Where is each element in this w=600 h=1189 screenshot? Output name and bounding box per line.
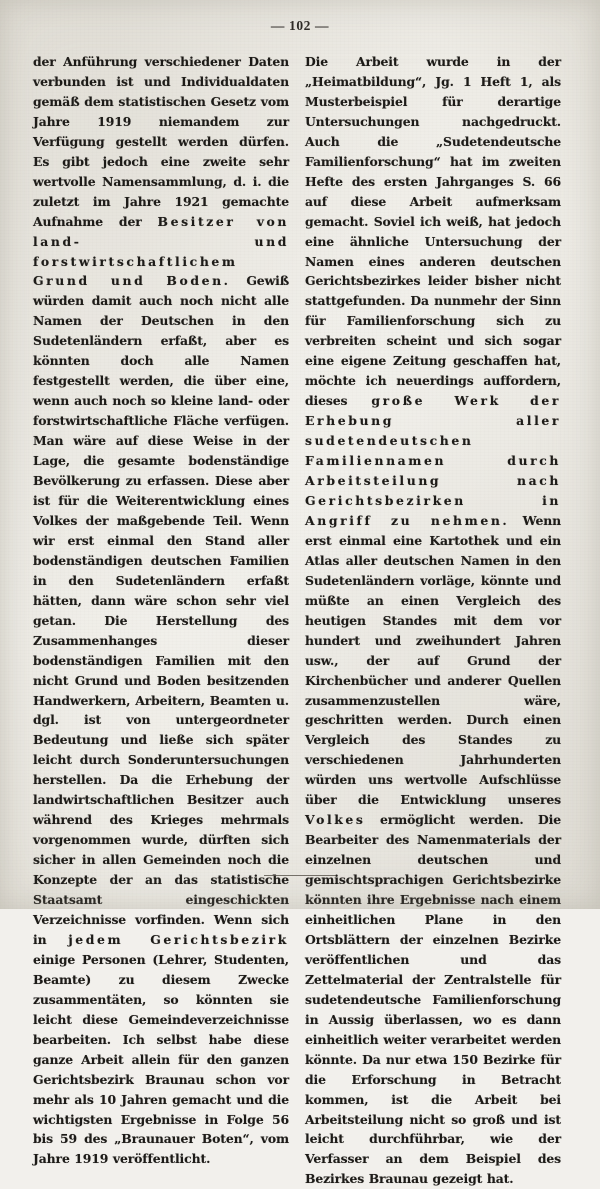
text-run: Wenn erst einmal eine Kartothek und ein Atlas aller deutschen Namen in den Sudetenländern vorläge, könnte und müßte an einen Vergleich des heutigen Standes mit dem vor hundert und zweihundert Jahren usw., der auf Grund der Kirchenbücher und anderer Quellen zusammenzustellen wäre, geschritten werden. Durch einen Vergleich des Standes zu verschiedenen Jahrhunderten würden uns wertvolle Aufschlüsse über die Entwicklung unseres	[305, 512, 561, 808]
right-column	[305, 52, 561, 1189]
text-body	[33, 52, 570, 1189]
left-column	[33, 52, 289, 1189]
text-run: Die Arbeit wurde in der „Heimatbildung“, Jg. 1 Heft 1, als Musterbeispiel für derartige Untersuchungen nachgedruckt. Auch die „Sudetendeutsche Familienforschung“ hat im zweiten Hefte des ersten Jahrganges S. 66 auf diese Arbeit aufmerksam gemacht. Soviel ich weiß, hat jedoch eine ähnliche Untersuchung der Namen eines anderen deutschen Gerichtsbezirkes leider bisher nicht stattgefunden. Da nunmehr der Sinn für Familienforschung sich zu verbreiten scheint und sich sogar eine eigene Zeitung geschaffen hat, möchte ich neuerdings auffordern, dieses	[305, 54, 561, 409]
text-run: einige Personen (Lehrer, Studenten, Beamte) zu diesem Zwecke zusammentäten, so könnten sie leicht diese Gemeindeverzeichnisse bearbeiten. Ich selbst habe diese ganze Arbeit allein für den ganzen Gerichtsbezirk Braunau schon vor mehr als 10 Jahren gemacht und die wichtigsten Ergebnisse in Folge 56 bis 59 des „Braunauer Boten“, vom Jahre 1919 veröffentlicht.	[33, 951, 289, 1167]
footer-rule	[264, 875, 336, 876]
left-column-paragraph	[33, 52, 289, 1169]
text-run: der Anführung verschiedener Daten verbunden ist und Individualdaten gemäß dem statistischen Gesetz vom Jahre 1919 niemandem zur Verfügung gestellt werden dürfen. Es gibt jedoch eine zweite sehr wertvolle Namensammlung, d. i. die zuletzt im Jahre 1921 gemachte Aufnahme der	[33, 54, 289, 229]
page-folio: — 102 —	[270, 18, 330, 33]
text-run: Gewiß würden damit auch noch nicht alle Namen der Deutschen in den Sudetenländern erfaßt, aber es könnten doch alle Namen festgestellt werden, die über eine, wenn auch noch so kleine land- oder forstwirtschaftliche Fläche verfügen. Man wäre auf diese Weise in der Lage, die gesamte bodenständige Bevölkerung zu erfassen. Diese aber ist für die Weiterentwicklung eines Volkes der maßgebende Teil. Wenn wir erst einmal den Stand aller bodenständigen deutschen Familien in den Sudetenländern erfaßt hätten, dann wäre schon sehr viel getan. Die Herstellung des Zusammenhanges dieser bodenständigen Familien mit den nicht Grund und Boden besitzenden Handwerkern, Arbeitern, Beamten u. dgl. ist von untergeordneter Bedeutung und ließe sich später leicht durch Sonderuntersuchungen herstellen. Da die Erhebung der landwirtschaftlichen Besitzer auch während des Krieges mehrmals vorgenommen wurde, dürften sich sicher in allen Gemeinden noch die Konzepte der an das statistische Staatsamt eingeschickten Verzeichnisse vorfinden. Wenn sich in	[33, 273, 290, 947]
emphasized-text-run: jedem Gerichtsbezirk	[68, 931, 289, 947]
emphasized-text-run: Besitzer von land- und forstwirtschaftlichem Grund und Boden.	[33, 213, 289, 289]
emphasized-text-run: große Werk der Erhebung aller sudetendeutschen Familiennamen durch Arbeitsteilung nach Gerichtsbezirken in Angriff zu nehmen.	[305, 393, 561, 528]
emphasized-text-run: Volkes	[305, 812, 366, 828]
right-column-paragraph	[305, 52, 561, 1189]
text-run: ermöglicht werden. Die Bearbeiter des Namenmaterials der einzelnen deutschen und gemischtsprachigen Gerichtsbezirke könnten ihre Ergebnisse nach einem einheitlichen Plane in den Ortsblättern der einzelnen Bezirke veröffentlichen und das Zettelmaterial der Zentralstelle für sudetendeutsche Familienforschung in Aussig überlassen, wo es dann einheitlich weiter verarbeitet werden könnte. Da nur etwa 150 Bezirke für die Erforschung in Betracht kommen, ist die Arbeit bei Arbeitsteilung nicht so groß und ist leicht durchführbar, wie der Verfasser an dem Beispiel des Bezirkes Braunau gezeigt hat.	[305, 812, 561, 1187]
